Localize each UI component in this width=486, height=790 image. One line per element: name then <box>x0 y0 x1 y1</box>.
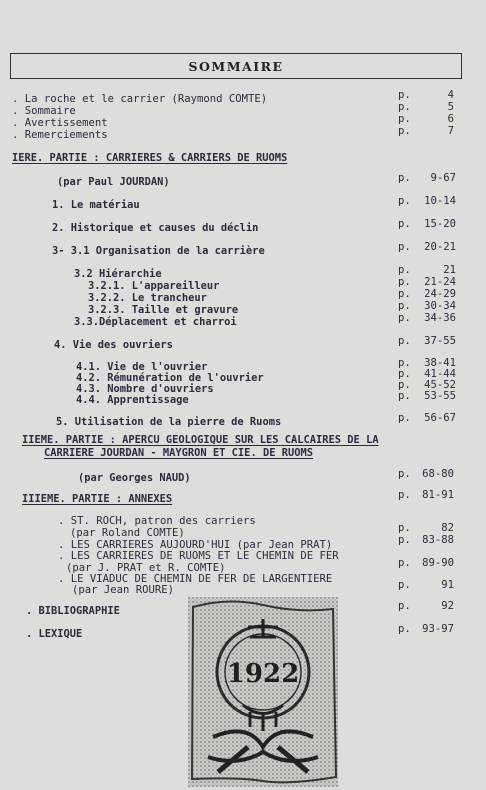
toc-page-ref: p. 20-21 <box>398 241 456 253</box>
toc-page-ref: p. 21-24 <box>398 276 456 288</box>
toc-entry-label: 2. Historique et causes du déclin <box>52 222 259 234</box>
toc-page-ref: p. 93-97 <box>398 623 454 635</box>
toc-page-ref: p. 34-36 <box>398 312 456 324</box>
toc-entry-label: 4.3. Nombre d'ouvriers <box>76 383 214 395</box>
toc-entry-label: 3- 3.1 Organisation de la carrière <box>52 245 265 257</box>
engraved-stone-illustration <box>188 597 338 787</box>
toc-page-ref: p. 91 <box>398 579 454 591</box>
title-box <box>10 53 462 79</box>
toc-entry-label: 3.2.1. L'appareilleur <box>88 280 220 292</box>
toc-entry-label: 1. Le matériau <box>52 199 140 211</box>
part3-heading: IIIEME. PARTIE : ANNEXES <box>22 493 173 505</box>
annex-entry-title: . ST. ROCH, patron des carriers <box>58 515 256 527</box>
toc-page-ref: p. 5 <box>398 101 454 113</box>
toc-page-ref: p. 10-14 <box>398 195 456 207</box>
annex-entry-author: (par J. PRAT et R. COMTE) <box>66 562 226 574</box>
toc-page-ref: p. 6 <box>398 113 454 125</box>
toc-page-ref: p. 81-91 <box>398 489 454 501</box>
toc-entry-label: 3.3.Déplacement et charroi <box>74 316 237 328</box>
toc-page-ref: p. 15-20 <box>398 218 456 230</box>
toc-page-ref: p. 53-55 <box>398 390 456 402</box>
toc-entry-label: . BIBLIOGRAPHIE <box>26 605 120 617</box>
toc-entry-label: . Sommaire <box>12 105 76 117</box>
toc-page-ref: p. 68-80 <box>398 468 454 480</box>
engraving-year: 1922 <box>226 659 300 689</box>
toc-entry-label: 5. Utilisation de la pierre de Ruoms <box>56 416 282 428</box>
toc-page-ref: p. 56-67 <box>398 412 456 424</box>
toc-page-ref: p. 82 <box>398 522 454 534</box>
part2-author: (par Georges NAUD) <box>78 472 191 484</box>
toc-entry-label: 4. Vie des ouvriers <box>54 339 173 351</box>
toc-page-ref: p. 92 <box>398 600 454 612</box>
toc-entry-label: 3.2.3. Taille et gravure <box>88 304 239 316</box>
annex-entry-author: (par Jean ROURE) <box>72 584 175 596</box>
part2-heading-line1: IIEME. PARTIE : APERCU GEOLOGIQUE SUR LES CALCAIRES DE LA <box>22 434 379 446</box>
toc-page-ref: p. 21 <box>398 264 456 276</box>
toc-page-ref: p. 4 <box>398 89 454 101</box>
toc-page-ref: p. 24-29 <box>398 288 456 300</box>
annex-entry-title: . LES CARRIERES AUJOURD'HUI (par Jean PRAT) <box>58 539 333 551</box>
toc-page-ref: p. 7 <box>398 125 454 137</box>
toc-page-ref: p. 83-88 <box>398 534 454 546</box>
annex-entry-title: . LES CARRIERES DE RUOMS ET LE CHEMIN DE FER <box>58 550 339 562</box>
annex-entry-title: . LE VIADUC DE CHEMIN DE FER DE LARGENTIERE <box>58 573 333 585</box>
toc-page-ref: p. 89-90 <box>398 557 454 569</box>
toc-entry-label: . Avertissement <box>12 117 108 129</box>
toc-entry-label: 4.1. Vie de l'ouvrier <box>76 361 208 373</box>
part2-heading-line2: CARRIERE JOURDAN - MAYGRON ET CIE. DE RUOMS <box>44 447 313 459</box>
toc-entry-label: 4.2. Rémunération de l'ouvrier <box>76 372 264 384</box>
part1-author: (par Paul JOURDAN) <box>57 176 170 188</box>
page-title: SOMMAIRE <box>188 58 284 74</box>
annex-entry-author: (par Roland COMTE) <box>70 527 185 539</box>
toc-entry-label: 3.2 Hiérarchie <box>74 268 162 280</box>
toc-entry-label: . Remerciements <box>12 129 108 141</box>
toc-entry-label: 4.4. Apprentissage <box>76 394 189 406</box>
toc-page-ref: p. 45-52 <box>398 379 456 391</box>
toc-entry-label: . LEXIQUE <box>26 628 83 640</box>
toc-page-ref: p. 30-34 <box>398 300 456 312</box>
toc-page-ref: p. 41-44 <box>398 368 456 380</box>
toc-page-ref: p. 37-55 <box>398 335 456 347</box>
part1-heading: IERE. PARTIE : CARRIERES & CARRIERS DE RUOMS <box>12 152 288 164</box>
toc-page-ref: p. 38-41 <box>398 357 456 369</box>
toc-entry-label: . La roche et le carrier (Raymond COMTE) <box>12 93 268 105</box>
toc-entry-label: 3.2.2. Le trancheur <box>88 292 207 304</box>
toc-page-ref: p. 9-67 <box>398 172 456 184</box>
